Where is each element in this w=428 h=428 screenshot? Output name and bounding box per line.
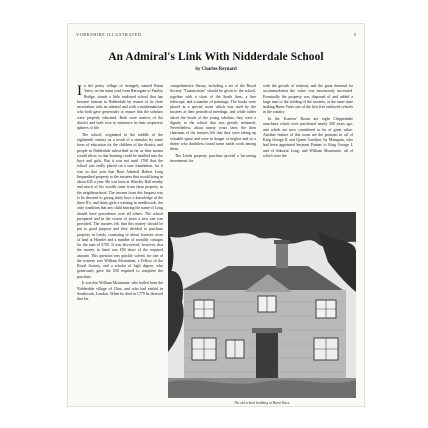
article-title: An Admiral's Link With Nidderdale School xyxy=(108,51,324,63)
text-column-2 xyxy=(170,84,256,212)
page-number: 5 xyxy=(353,32,356,37)
paragraph: In the Trustees' Room are eight Chippendale armchairs which were purchased nearly 200 years ago, and which are now considered to be of great value. Another feature of this room are the portraits in oil of King George II and Queen Caroline, by Mainguin, who had been appointed Serjeant Painter to King George I, and of Admiral Long, and William Mountaine, all of which were the xyxy=(263,117,353,158)
paragraph: The Leeds property purchase proved a far-seeing investment, for xyxy=(170,153,256,164)
paragraph: comprehensive library, including a set of the Royal Society "Transactions" should be given to the school, together with a chart of the South Seas, a fine telescope, and a number of paintings. The books were placed in a special room which was used by the trustees at their periodical meetings, and while rather above the heads of the young scholars, they were a dignity to the school that was greatly treasured. Nevertheless, about ninety years later, the then chairman of the trustees felt that they were taking up valuable space and were in danger of neglect and so a dealer who doubtless found some noble work among them. xyxy=(170,84,256,151)
school-building-illustration xyxy=(168,212,356,398)
photo-caption: The old school building at Burnt Yates. xyxy=(233,401,291,405)
paragraph: The school, originated in the middle of the eighteenth century as a result of a stimulus by some form of education for the children of the district, and people in Nidderdale subscribed as far as their means would allow, so that learning could be instilled into the boys and girls. But it was not until 1760 that the school was really placed on a sure foundation, for it was in that year that Rear Admiral Robert Long bequeathed property to the trustees that would bring in about £45 a year. He was born at Winsley Hall nearby and much of his wealth came from farm property in the neighbourhood. The income from this bequest was to be devoted to giving thirty boys a knowledge of the three R's, and thirty girls a training in needlework, the only condition that any child bearing the name of Long should have precedence over all others. The school prospered and in the course of years a new one was provided. The trustees felt that this money should be put to good purpose and they decided to purchase property in Leeds, consisting of about fourteen acres of land at Hunslet and a number of monthly cottages for the sum of £750. It was discovered, however, that the money in hand was £50 short of the required amount. This question was quickly solved, for one of the trustees was William Mountaine, a Fellow of the Royal Society, and a scholar of high degree, who generously gave the £50 required to complete the purchase. xyxy=(77,132,163,279)
article-byline: by Charles Reynard xyxy=(195,67,237,72)
text-column-3 xyxy=(263,84,353,212)
paragraph: with the growth of industry and the great demand for accommodation the value was enormously increased. Eventually the property was disposed of and added a large sum to the holding of the trustees, at the same time making Burnt Yates one of the first free endowed schools in the country. xyxy=(263,84,353,115)
drop-cap: I xyxy=(77,83,82,99)
running-head: YORKSHIRE ILLUSTRATED xyxy=(76,32,142,37)
paragraph: It was this William Mountaine, who hailed from the Nidderdale village of Clint, and who had settled in Southwark, London. When he died in 1779 he directed that his xyxy=(77,281,163,302)
magazine-page xyxy=(68,24,364,406)
school-building-photo xyxy=(168,212,356,398)
text-column-1 xyxy=(77,84,163,304)
paragraph: In the pretty village of strangely named Burnt Yates, on the main road from Harrogate to Pateley Bridge, stands a little endowed school that has become famous in Nidderdale by reason of its close association with an admiral and with a mathematician who both gave generously to ensure that the scholars were properly educated. Both were natives of the district and both rose to eminence in their respective spheres of life. xyxy=(77,83,163,130)
